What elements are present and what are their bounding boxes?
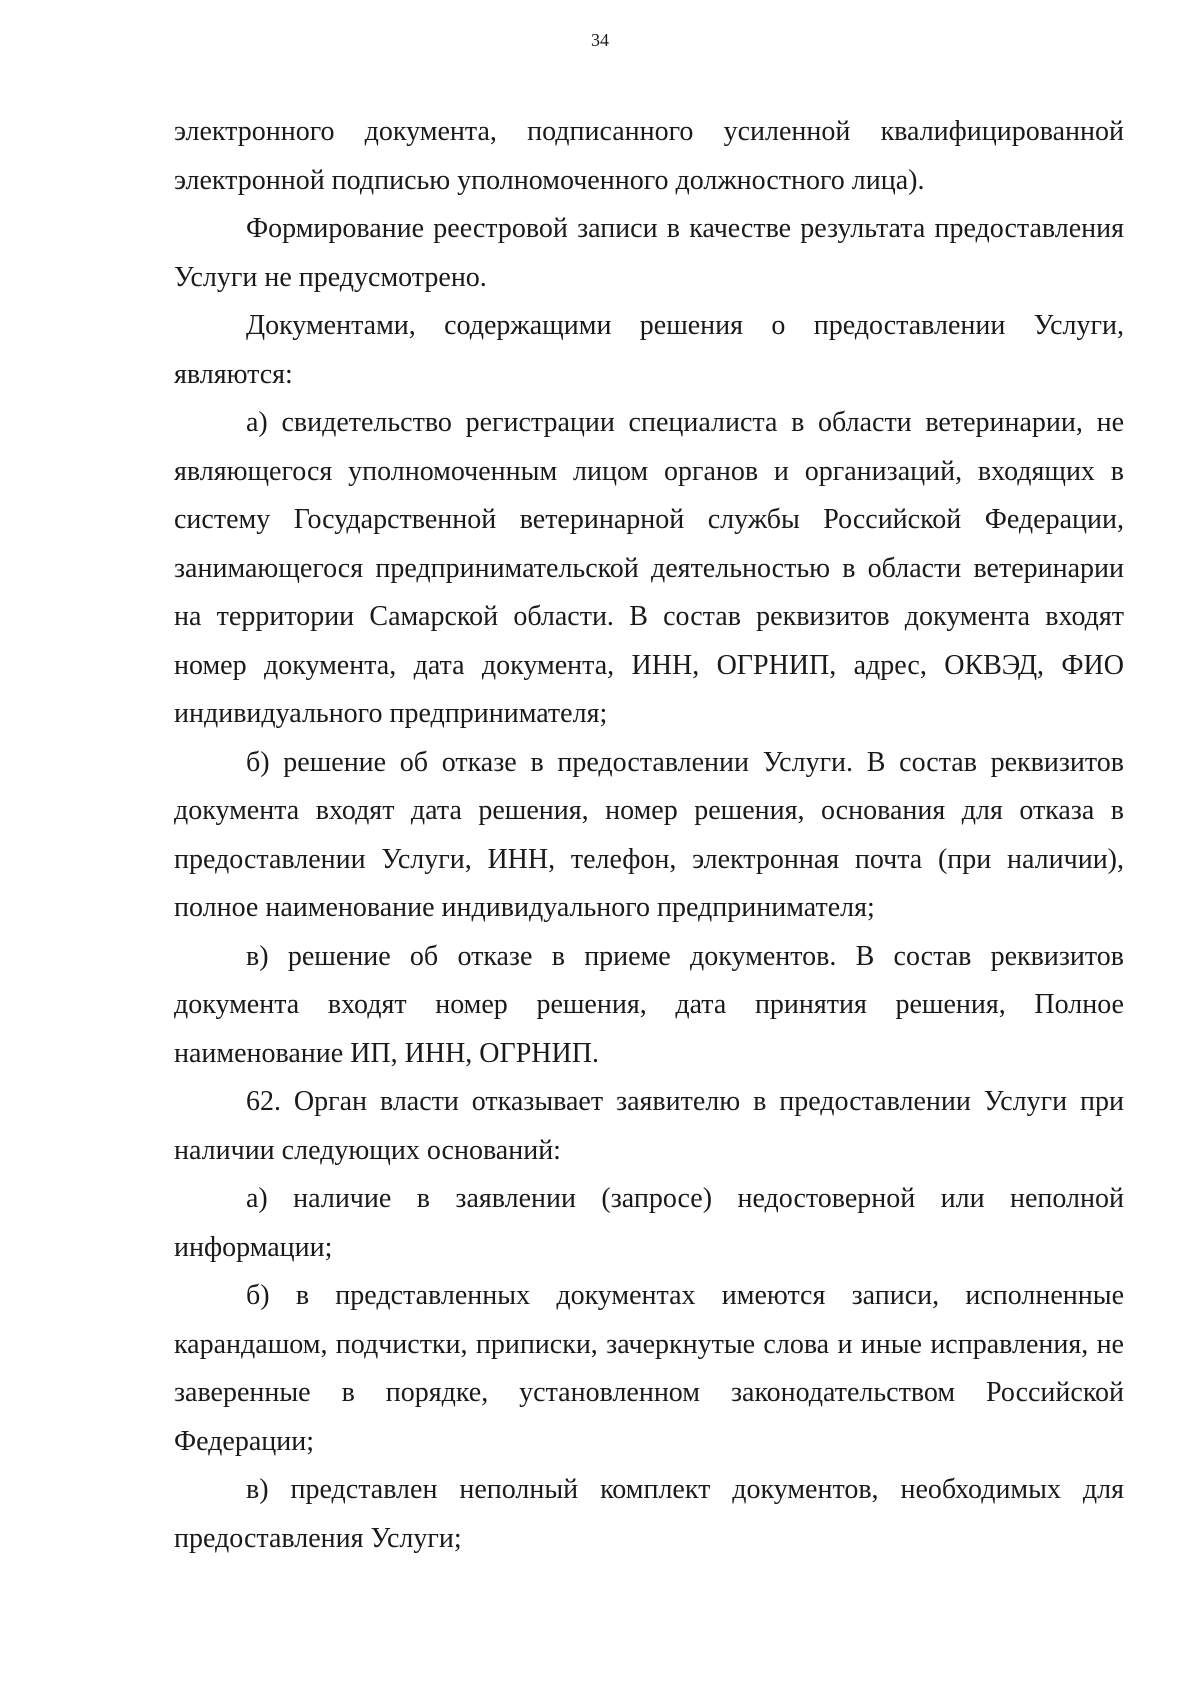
paragraph-registry-record: Формирование реестровой записи в качестве результата предоставления Услуги не предусмотрено. — [174, 213, 1124, 293]
list-item-a-incorrect-info: а) наличие в заявлении (запросе) недостоверной или неполной информации; — [174, 1183, 1124, 1263]
page-number: 34 — [591, 30, 609, 50]
list-item-a-certificate: а) свидетельство регистрации специалиста в области ветеринарии, не являющегося уполномоченным лицом органов и организаций, входящих в систему Государственной ветеринарной службы Российской Федерации, занимающегося предпринимательской деятельностью в области ветеринарии на территории Самарской области. В состав реквизитов документа входят номер документа, дата документа, ИНН, ОГРНИП, адрес, ОКВЭД, ФИО индивидуального предпринимателя; — [174, 407, 1124, 729]
paragraph-62-grounds: 62. Орган власти отказывает заявителю в предоставлении Услуги при наличии следующих оснований: — [174, 1086, 1124, 1166]
list-item-b-corrections: б) в представленных документах имеются записи, исполненные карандашом, подчистки, приписки, зачеркнутые слова и иные исправления, не заверенные в порядке, установленном законодательством Российской Федерации; — [174, 1280, 1124, 1457]
paragraph-continuation: электронного документа, подписанного усиленной квалифицированной электронной подписью уполномоченного должностного лица). — [174, 116, 1124, 196]
paragraph-decision-documents: Документами, содержащими решения о предоставлении Услуги, являются: — [174, 310, 1124, 390]
list-item-c-refusal-acceptance: в) решение об отказе в приеме документов. В состав реквизитов документа входят номер решения, дата принятия решения, Полное наименование ИП, ИНН, ОГРНИП. — [174, 940, 1124, 1069]
document-body — [174, 108, 1124, 1563]
list-item-c-incomplete-set: в) представлен неполный комплект документов, необходимых для предоставления Услуги; — [174, 1474, 1124, 1554]
list-item-b-refusal-service: б) решение об отказе в предоставлении Услуги. В состав реквизитов документа входят дата решения, номер решения, основания для отказа в предоставлении Услуги, ИНН, телефон, электронная почта (при наличии), полное наименование индивидуального предпринимателя; — [174, 746, 1124, 923]
